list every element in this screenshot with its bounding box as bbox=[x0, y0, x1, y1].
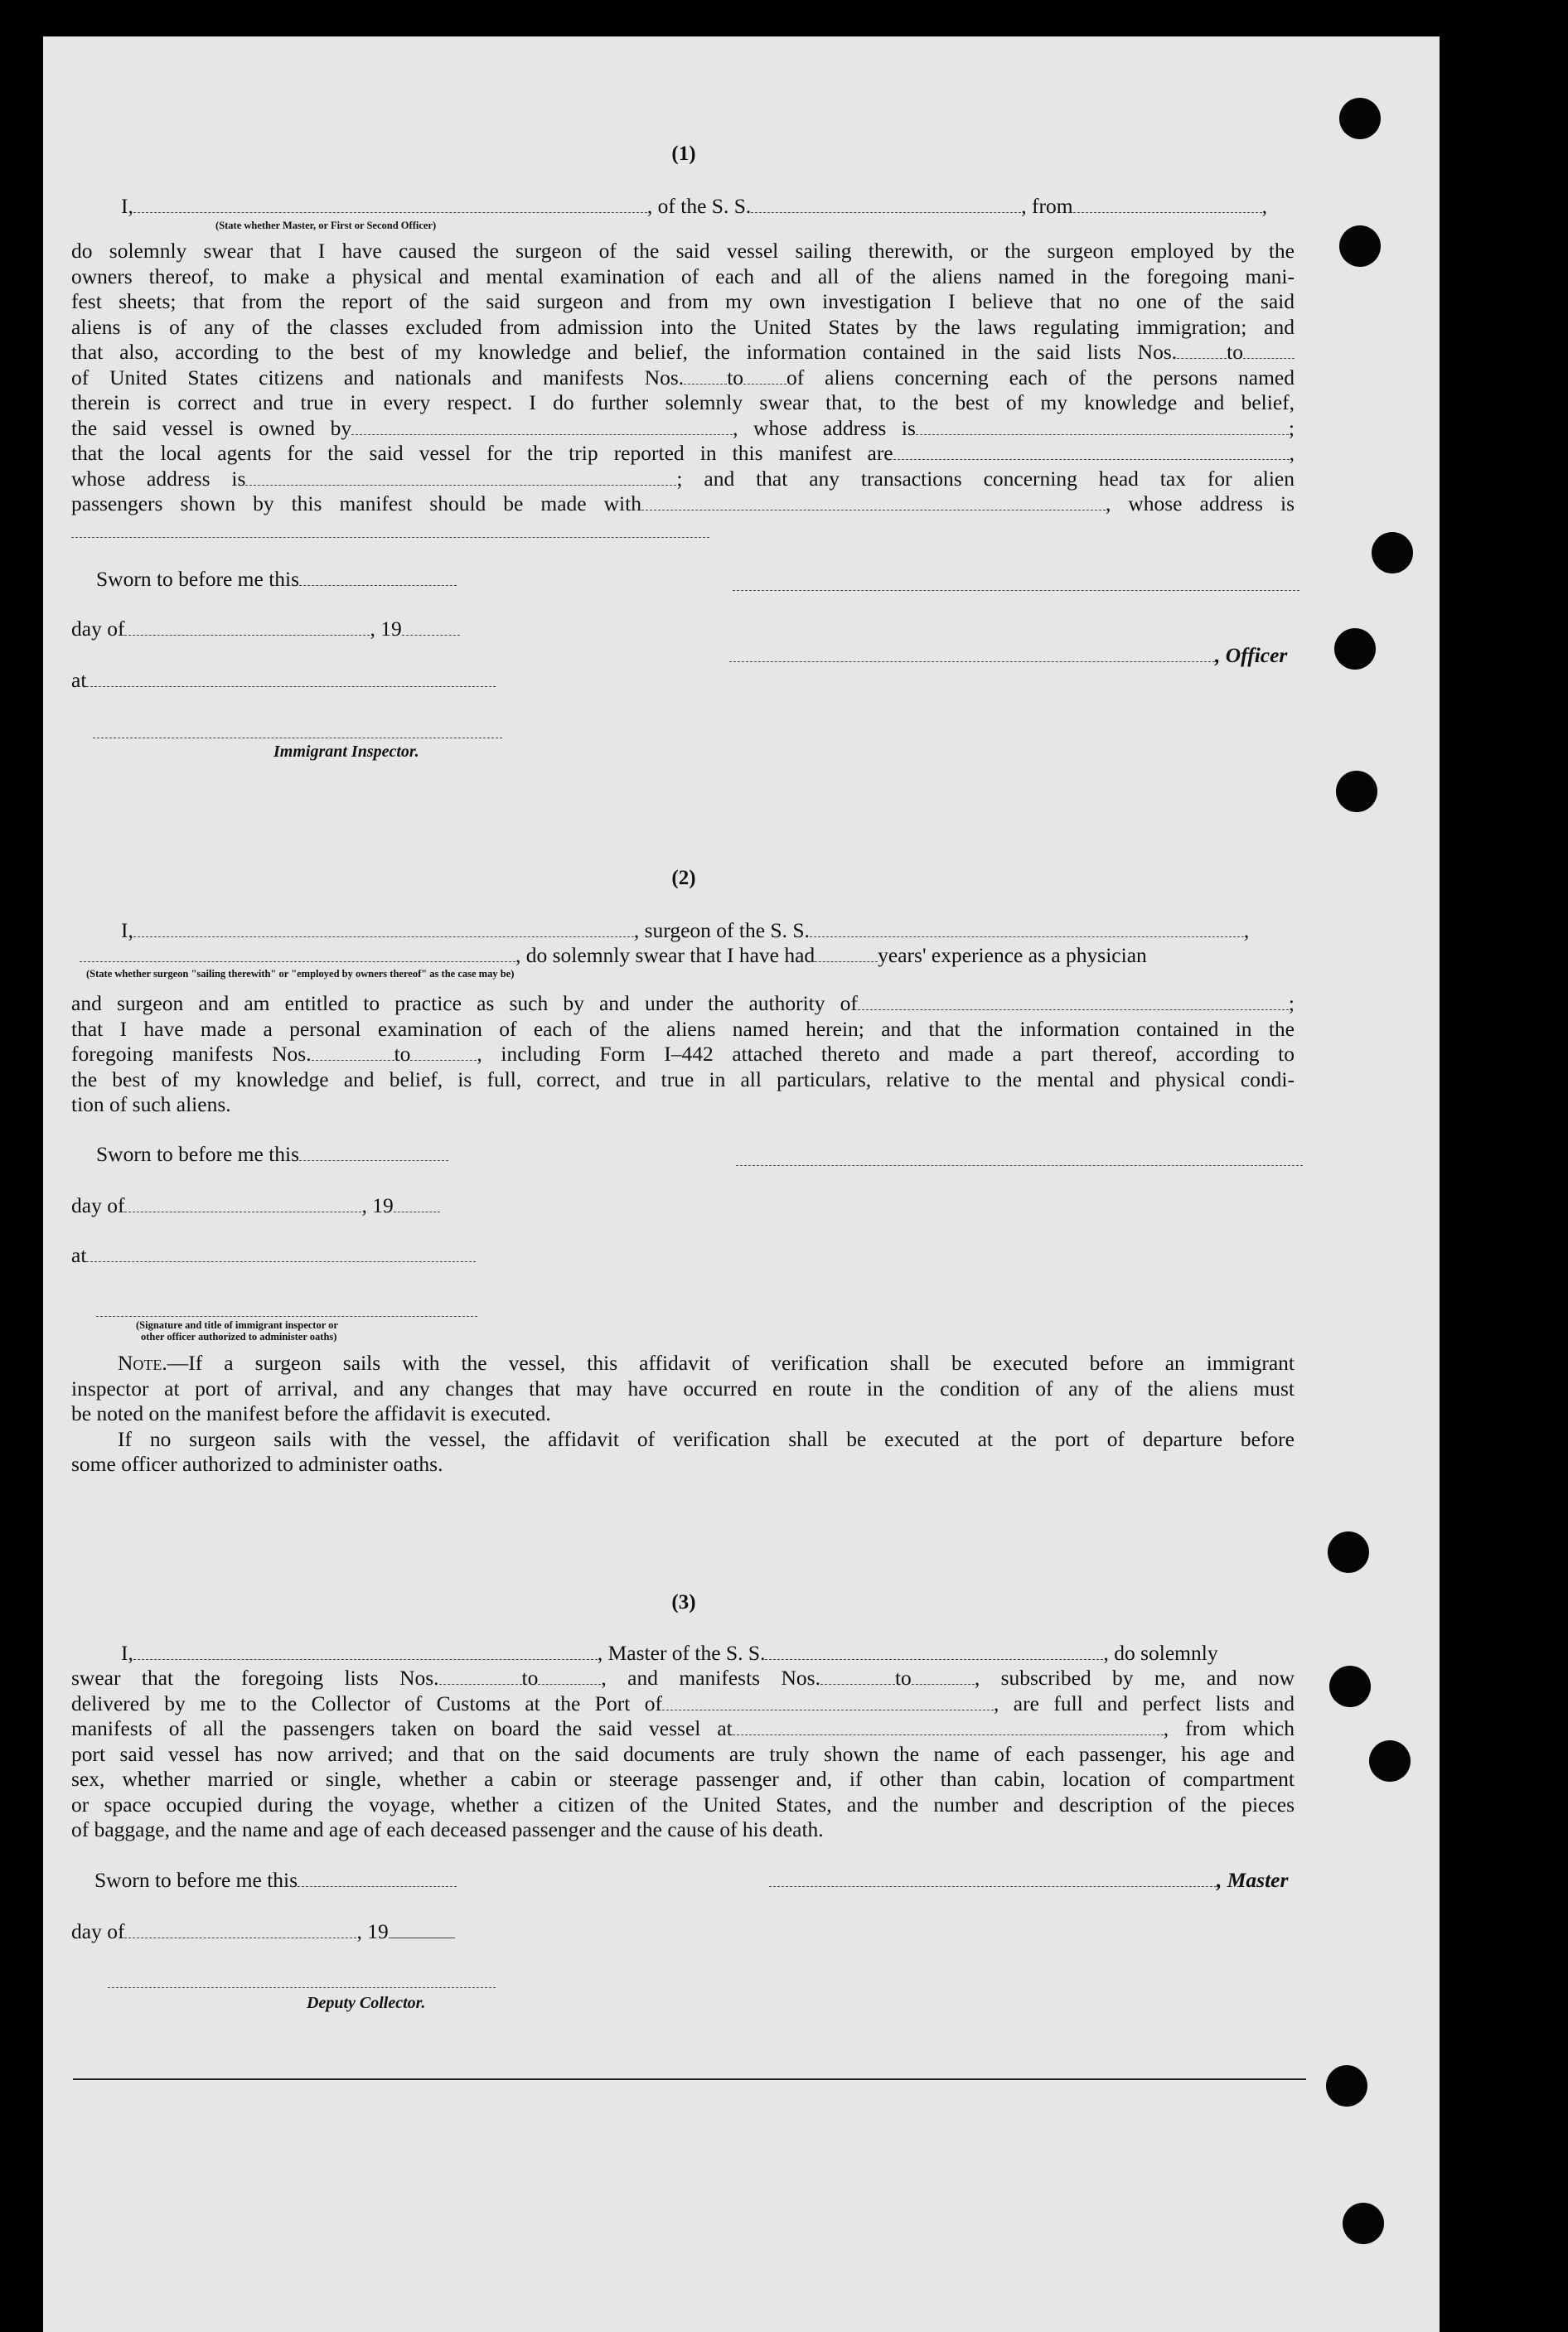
section-2-heading: (2) bbox=[671, 867, 696, 889]
s2-inspector-line bbox=[96, 1316, 477, 1317]
punch-hole bbox=[1328, 1531, 1369, 1573]
punch-hole bbox=[1329, 1666, 1371, 1707]
s2-line-2: , do solemnly swear that I have had years' experience as a physician bbox=[80, 943, 1147, 968]
s1-day-of: day of , 19 bbox=[71, 617, 460, 641]
s1-address-line bbox=[71, 537, 709, 538]
punch-hole bbox=[1339, 225, 1381, 267]
s3-p1: swear that the foregoing lists Nos. to , and manifests Nos. to , subscribed by me, and now bbox=[71, 1666, 1295, 1690]
note-master: (State whether Master, or First or Second Officer) bbox=[215, 220, 437, 231]
s2-sworn: Sworn to before me this bbox=[96, 1142, 448, 1167]
punch-hole bbox=[1369, 1740, 1411, 1782]
punch-hole bbox=[1334, 628, 1376, 670]
s2-note-5: some officer authorized to administer oaths. bbox=[71, 1452, 443, 1476]
s1-p8: the said vessel is owned by , whose address is ; bbox=[71, 415, 1295, 440]
s1-p9: that the local agents for the said vessel for the trip reported in this manifest are , bbox=[71, 441, 1295, 465]
s3-sworn: Sworn to before me this bbox=[94, 1868, 457, 1893]
s2-note-paragraph bbox=[71, 1351, 1295, 1478]
section-3-heading: (3) bbox=[671, 1591, 696, 1614]
s3-p4: port said vessel has now arrived; and that on the said documents are truly shown the name of each passenger, his age and bbox=[71, 1741, 1295, 1766]
s1-officer-line: , Officer bbox=[729, 643, 1287, 668]
s2-p4: the best of my knowledge and belief, is full, correct, and true in all particulars, relative to the mental and physical condi- bbox=[71, 1067, 1295, 1091]
s2-p3: foregoing manifests Nos. to , including Form I–442 attached thereto and made a part thereof, according to bbox=[71, 1042, 1295, 1066]
s3-paragraph bbox=[71, 1666, 1295, 1843]
s2-note-4: If no surgeon sails with the vessel, the affidavit of verification shall be executed at the port of departure before bbox=[118, 1426, 1295, 1451]
s2-day-of: day of , 19 bbox=[71, 1193, 440, 1218]
s1-p10: whose address is ; and that any transactions concerning head tax for alien bbox=[71, 466, 1295, 491]
s3-p6: or space occupied during the voyage, whether a citizen of the United States, and the number and description of the pieces bbox=[71, 1792, 1295, 1817]
s3-line-1: I, , Master of the S. S. , do solemnly bbox=[121, 1641, 1218, 1665]
s2-p2: that I have made a personal examination of each of the aliens named herein; and that the information contained in the bbox=[71, 1016, 1295, 1041]
s1-p2: owners thereof, to make a physical and mental examination of each and all of the aliens named in the foregoing mani- bbox=[71, 264, 1295, 288]
s3-p3: manifests of all the passengers taken on board the said vessel at , from which bbox=[71, 1716, 1295, 1740]
s1-line-1: I, , of the S. S. , from , bbox=[121, 194, 1267, 218]
s2-sig-note-2: other officer authorized to administer oaths) bbox=[141, 1331, 337, 1343]
s3-p2: delivered by me to the Collector of Customs at the Port of , are full and perfect lists and bbox=[71, 1691, 1295, 1715]
s1-p1: do solemnly swear that I have caused the surgeon of the said vessel sailing therewith, or the surgeon employed by the bbox=[71, 239, 1295, 263]
section-1-heading: (1) bbox=[671, 143, 696, 165]
s2-p5: tion of such aliens. bbox=[71, 1092, 231, 1116]
s2-signature-line bbox=[736, 1165, 1303, 1166]
s1-p4: aliens is of any of the classes excluded from admission into the United States by the laws regulating immigration; and bbox=[71, 314, 1295, 339]
s1-p11: passengers shown by this manifest should be made with , whose address is bbox=[71, 491, 1295, 515]
s1-sworn: Sworn to before me this bbox=[96, 567, 457, 592]
s2-at: at bbox=[71, 1243, 476, 1268]
s2-note-2: inspector at port of arrival, and any changes that may have occurred en route in the condition of any of the aliens must bbox=[71, 1376, 1295, 1401]
bottom-rule bbox=[73, 2078, 1306, 2080]
s2-note-3: be noted on the manifest before the affidavit is executed. bbox=[71, 1401, 551, 1425]
s3-p7: of baggage, and the name and age of each deceased passenger and the cause of his death. bbox=[71, 1817, 824, 1841]
punch-hole bbox=[1343, 2203, 1384, 2244]
s3-deputy-line bbox=[108, 1987, 496, 1988]
punch-hole bbox=[1326, 2065, 1367, 2107]
punch-hole bbox=[1336, 771, 1377, 812]
s1-at: at bbox=[71, 668, 496, 693]
s2-p1: and surgeon and am entitled to practice as such by and under the authority of ; bbox=[71, 991, 1295, 1015]
s3-p5: sex, whether married or single, whether a cabin or steerage passenger and, if other than cabin, location of compartment bbox=[71, 1767, 1295, 1791]
s1-p7: therein is correct and true in every respect. I do further solemnly swear that, to the best of my knowledge and belief, bbox=[71, 390, 1295, 414]
punch-hole bbox=[1372, 532, 1413, 573]
s1-inspector-label: Immigrant Inspector. bbox=[273, 743, 419, 761]
s2-sig-note-1: (Signature and title of immigrant inspector or bbox=[136, 1319, 338, 1331]
s3-day-of: day of , 19 bbox=[71, 1919, 455, 1944]
s1-paragraph bbox=[71, 239, 1295, 517]
s2-note-1: Note.—If a surgeon sails with the vessel, this affidavit of verification shall be executed before an immigrant bbox=[118, 1351, 1295, 1375]
s3-master-line: , Master bbox=[769, 1868, 1288, 1893]
s1-p5: that also, according to the best of my knowledge and belief, the information contained in the said lists Nos. to bbox=[71, 340, 1295, 365]
s2-paragraph bbox=[71, 991, 1295, 1118]
note-surgeon: (State whether surgeon "sailing therewith" or "employed by owners thereof" as the case may be) bbox=[86, 968, 515, 980]
s1-p3: fest sheets; that from the report of the said surgeon and from my own investigation I believe that no one of the said bbox=[71, 289, 1295, 313]
s2-line-1: I, , surgeon of the S. S. , bbox=[121, 918, 1250, 942]
punch-hole bbox=[1339, 98, 1381, 139]
s1-signature-line bbox=[733, 590, 1299, 591]
s3-deputy-label: Deputy Collector. bbox=[307, 1994, 426, 2012]
s1-p6: of United States citizens and nationals and manifests Nos. to of aliens concerning each of the persons named bbox=[71, 365, 1295, 389]
